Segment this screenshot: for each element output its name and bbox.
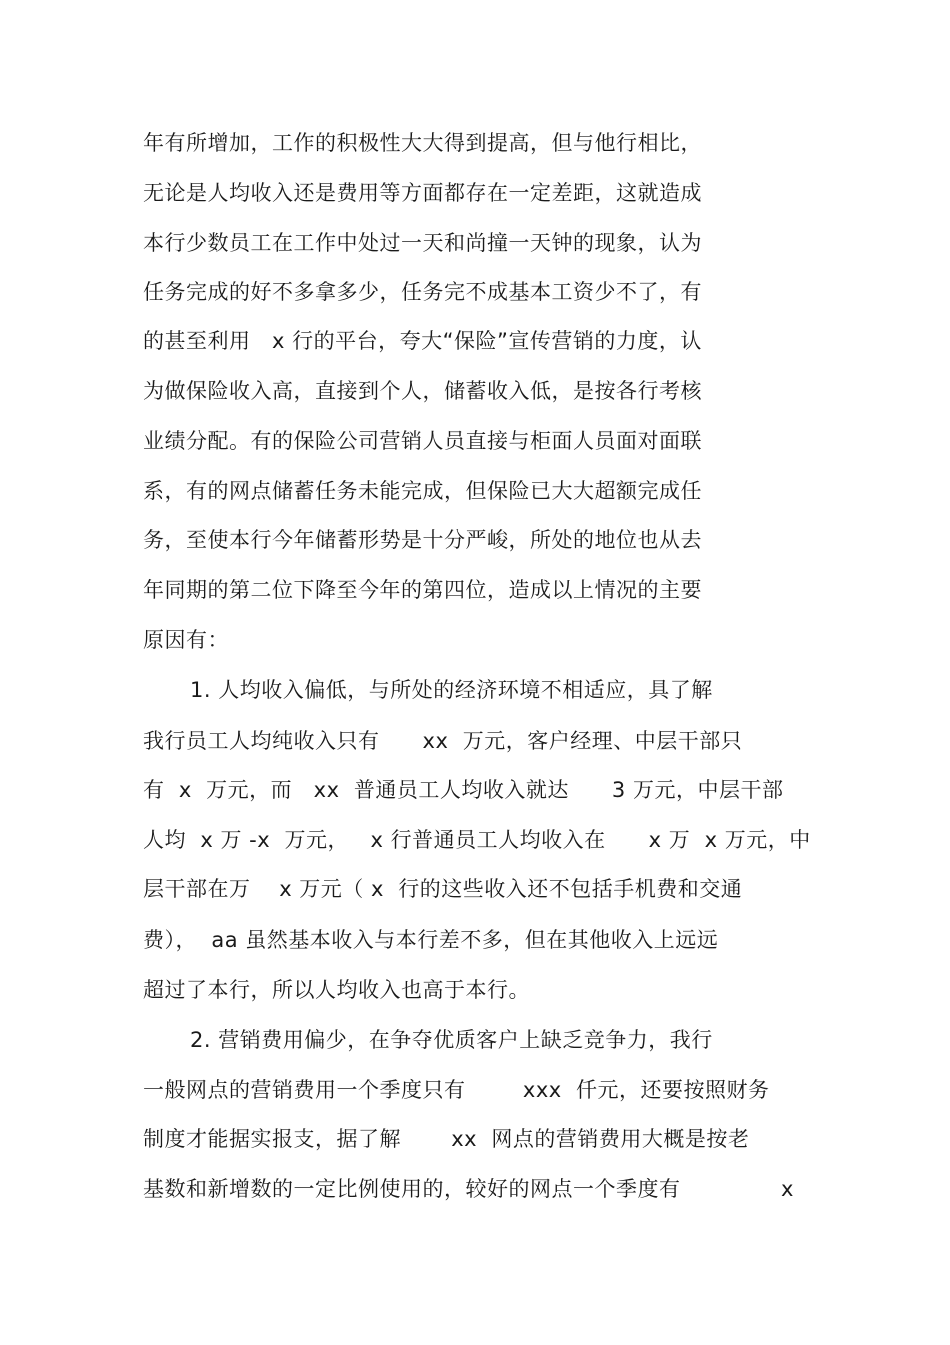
text-line: 务，至使本行今年储蓄形势是十分严峻，所处的地位也从去	[143, 528, 702, 552]
text-line: 我行员工人均纯收入只有 xx 万元，客户经理、中层干部只	[143, 729, 743, 753]
text-line: 人均 x 万 -x 万元， x 行普通员工人均收入在 x 万 x 万元，中	[143, 828, 811, 852]
text-line: 无论是人均收入还是费用等方面都存在一定差距，这就造成	[143, 181, 702, 205]
text-line: 为做保险收入高，直接到个人，储蓄收入低，是按各行考核	[143, 379, 702, 403]
paragraph-2-start: 2. 营销费用偏少，在争夺优质客户上缺乏竞争力，我行	[190, 1028, 713, 1052]
text-line: 超过了本行，所以人均收入也高于本行。	[143, 978, 530, 1002]
text-line: 有 x 万元，而 xx 普通员工人均收入就达 3 万元，中层干部	[143, 778, 784, 802]
text-line: 本行少数员工在工作中处过一天和尚撞一天钟的现象，认为	[143, 231, 702, 255]
text-line: 制度才能据实报支，据了解 xx 网点的营销费用大概是按老	[143, 1127, 750, 1151]
text-line: 层干部在万 x 万元（ x 行的这些收入还不包括手机费和交通	[143, 877, 743, 901]
text-line: 系，有的网点储蓄任务未能完成，但保险已大大超额完成任	[143, 479, 702, 503]
text-line: 年有所增加，工作的积极性大大得到提高，但与他行相比，	[143, 131, 702, 155]
paragraph-1-start: 1. 人均收入偏低，与所处的经济环境不相适应，具了解	[190, 678, 713, 702]
text-line: 一般网点的营销费用一个季度只有 xxx 仟元，还要按照财务	[143, 1078, 770, 1102]
text-line: 基数和新增数的一定比例使用的，较好的网点一个季度有 x	[143, 1177, 794, 1201]
text-line: 业绩分配。有的保险公司营销人员直接与柜面人员面对面联	[143, 429, 702, 453]
text-line: 任务完成的好不多拿多少，任务完不成基本工资少不了，有	[143, 280, 702, 304]
text-line: 原因有：	[143, 628, 229, 652]
text-line: 年同期的第二位下降至今年的第四位，造成以上情况的主要	[143, 578, 702, 602]
text-line: 费）， aa 虽然基本收入与本行差不多，但在其他收入上远远	[143, 928, 719, 952]
text-line: 的甚至利用 x 行的平台，夸大“保险”宣传营销的力度，认	[143, 329, 702, 353]
